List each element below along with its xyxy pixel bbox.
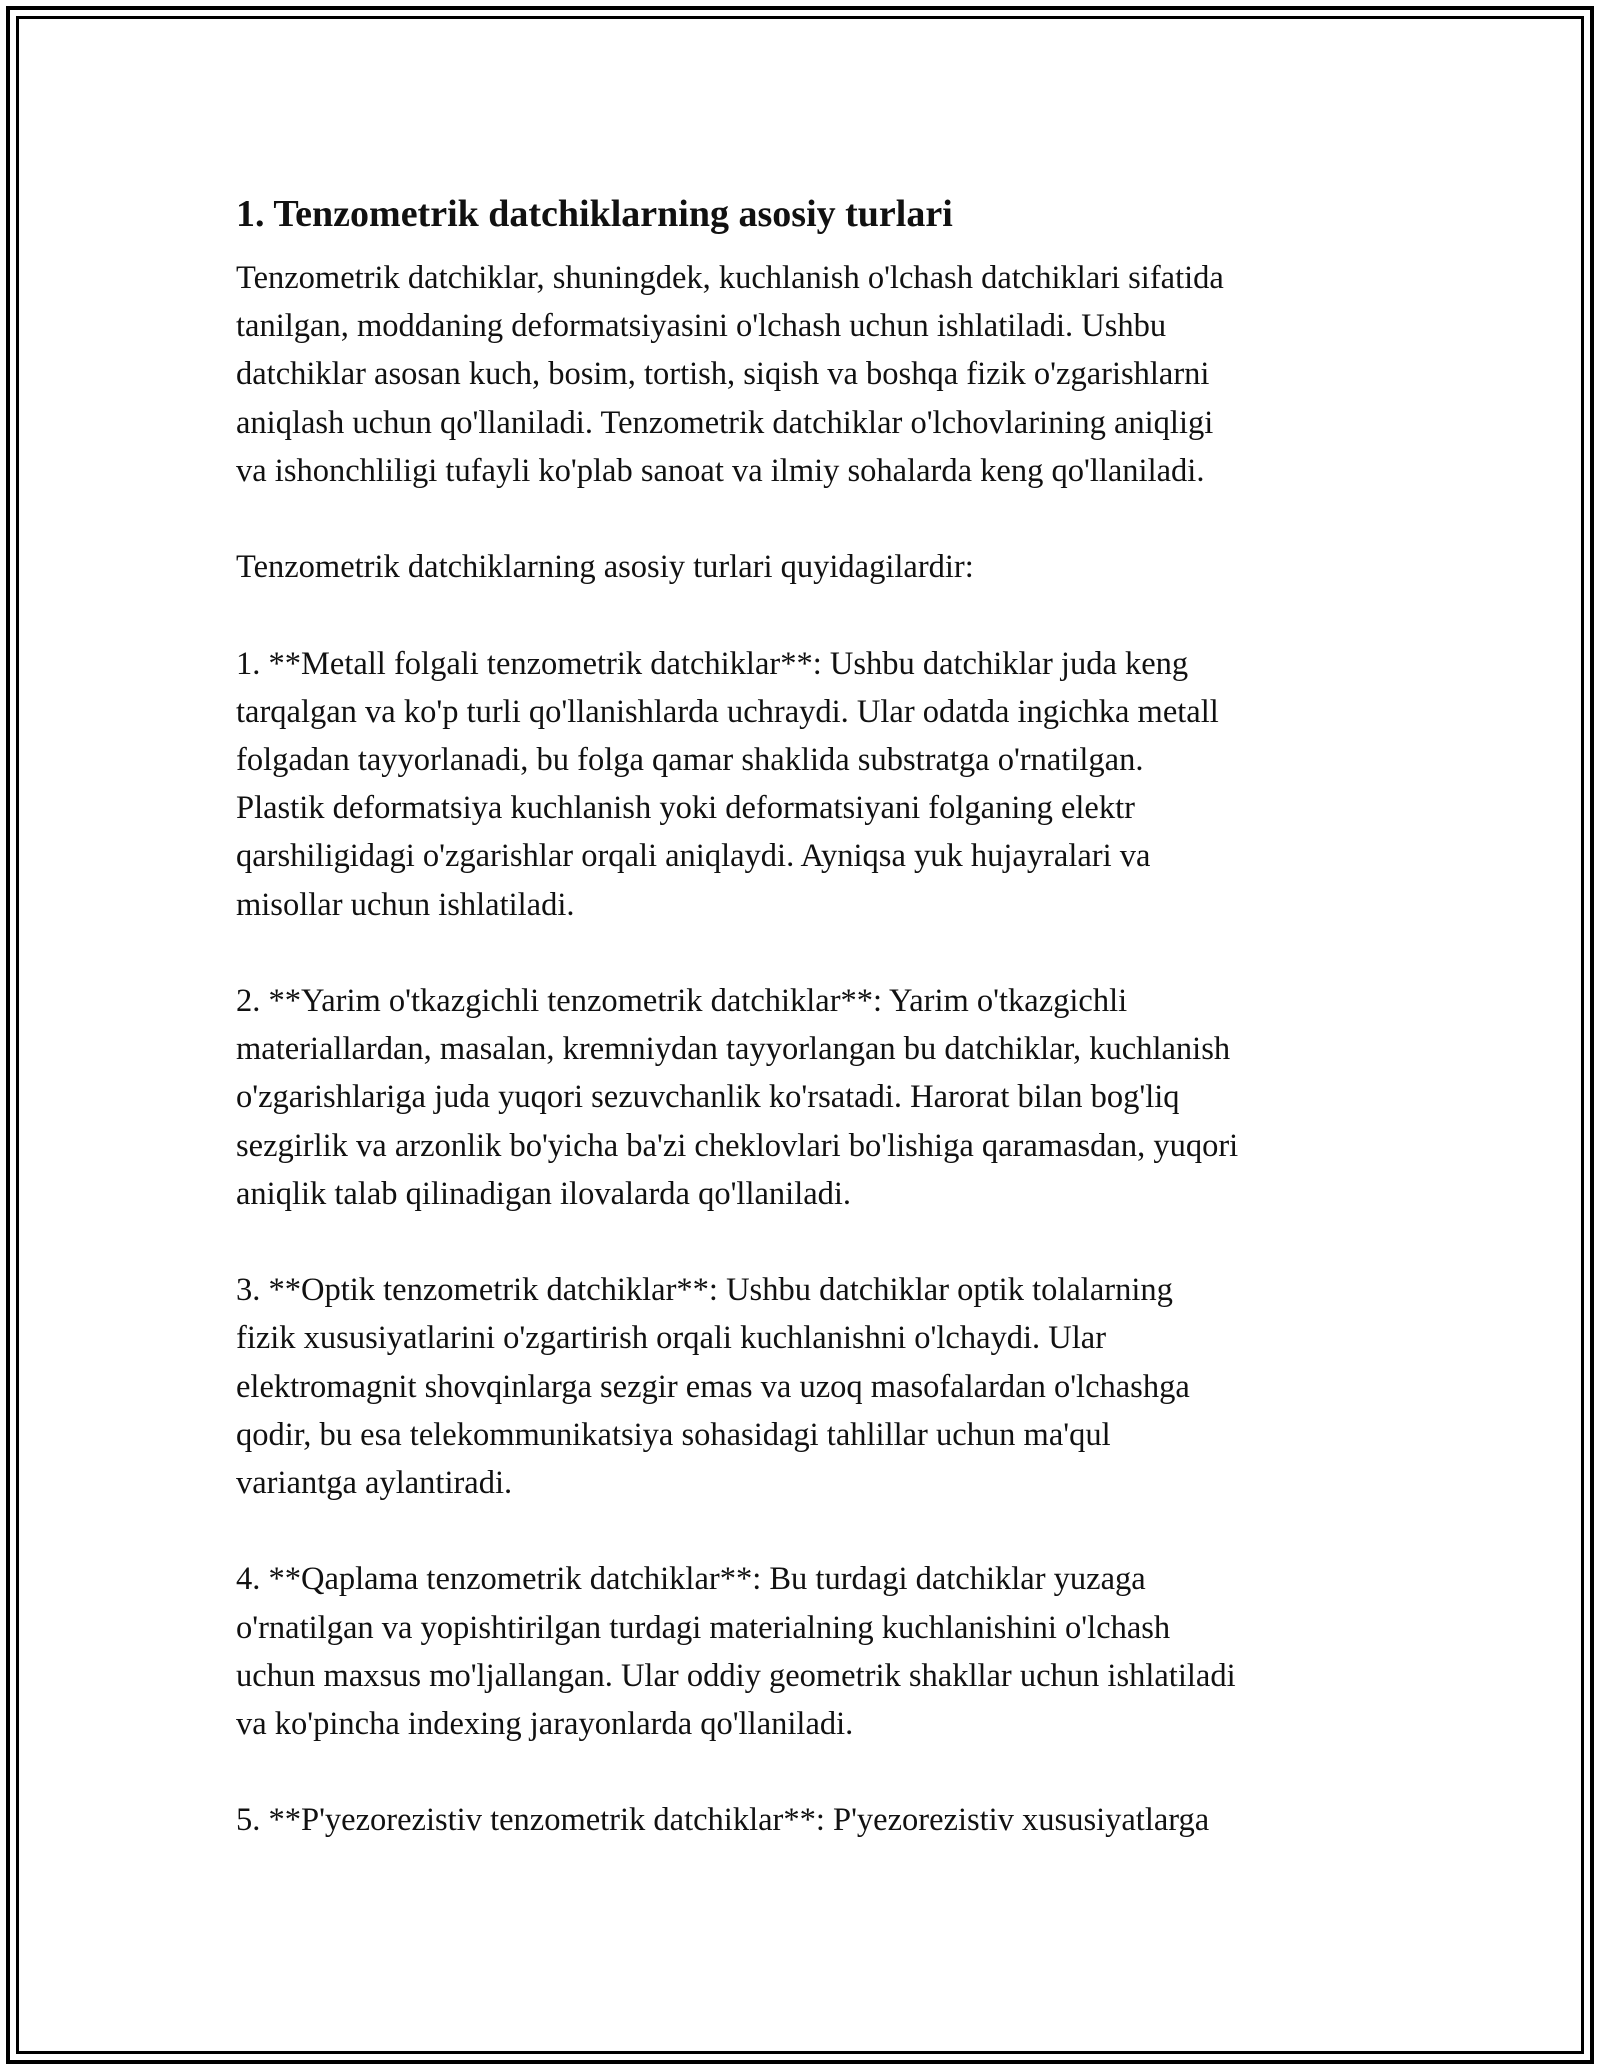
text-line: Plastik deformatsiya kuchlanish yoki deformatsiyani folganing elektr [236,790,1135,827]
text-line: va ko'pincha indexing jarayonlarda qo'llaniladi. [236,1706,854,1743]
text-line: tanilgan, moddaning deformatsiyasini o'lchash uchun ishlatiladi. Ushbu [236,308,1167,345]
text-line: 4. **Qaplama tenzometrik datchiklar**: Bu turdagi datchiklar yuzaga [236,1561,1146,1598]
list-item-optical [236,1266,1376,1507]
text-line: Tenzometrik datchiklarning asosiy turlari quyidagilardir: [236,549,974,586]
text-line: elektromagnit shovqinlarga sezgir emas va uzoq masofalardan o'lchashga [236,1368,1190,1405]
text-line: variantga aylantiradi. [236,1465,513,1502]
document-body [236,186,1376,1893]
text-line: uchun maxsus mo'ljallangan. Ular oddiy geometrik shakllar uchun ishlatiladi [236,1657,1236,1694]
text-line: 1. **Metall folgali tenzometrik datchiklar**: Ushbu datchiklar juda keng [236,645,1189,682]
text-line: 5. **P'yezorezistiv tenzometrik datchiklar**: P'yezorezistiv xususiyatlarga [236,1802,1210,1839]
section-heading: 1. Tenzometrik datchiklarning asosiy turlari [236,193,953,235]
text-line: va ishonchliligi tufayli ko'plab sanoat va ilmiy sohalarda keng qo'llaniladi. [236,452,1205,489]
list-item-piezoresistive [236,1796,1376,1844]
list-intro-paragraph [236,543,1376,591]
text-line: 2. **Yarim o'tkazgichli tenzometrik datchiklar**: Yarim o'tkazgichli [236,983,1128,1019]
text-line: misollar uchun ishlatiladi. [236,886,575,923]
text-line: aniqlash uchun qo'llaniladi. Tenzometrik datchiklar o'lchovlarining aniqligi [236,404,1214,441]
text-line: fizik xususiyatlarini o'zgartirish orqali kuchlanishni o'lchaydi. Ular [236,1320,1107,1357]
text-line: sezgirlik va arzonlik bo'yicha ba'zi cheklovlari bo'lishiga qaramasdan, yuqori [236,1127,1239,1164]
list-item-metal-foil [236,640,1376,929]
text-line: o'rnatilgan va yopishtirilgan turdagi materialning kuchlanishini o'lchash [236,1609,1171,1646]
text-line: folgadan tayyorlanadi, bu folga qamar shaklida substratga o'rnatilgan. [236,742,1144,778]
text-line: tarqalgan va ko'p turli qo'llanishlarda uchraydi. Ular odatda ingichka metall [236,693,1219,730]
text-line: datchiklar asosan kuch, bosim, tortish, siqish va boshqa fizik o'zgarishlarni [236,356,1210,393]
text-line: 3. **Optik tenzometrik datchiklar**: Ushbu datchiklar optik tolalarning [236,1272,1173,1309]
text-line: Tenzometrik datchiklar, shuningdek, kuchlanish o'lchash datchiklari sifatida [236,260,1224,296]
text-line: qarshiligidagi o'zgarishlar orqali aniqlaydi. Ayniqsa yuk hujayralari va [236,838,1151,875]
text-line: qodir, bu esa telekommunikatsiya sohasidagi tahlillar uchun ma'qul [236,1416,1111,1453]
list-item-semiconductor [236,977,1376,1218]
list-item-coating [236,1555,1376,1748]
text-line: o'zgarishlariga juda yuqori sezuvchanlik ko'rsatadi. Harorat bilan bog'liq [236,1079,1180,1116]
text-line: aniqlik talab qilinadigan ilovalarda qo'llaniladi. [236,1175,852,1212]
text-line: materiallardan, masalan, kremniydan tayyorlangan bu datchiklar, kuchlanish [236,1031,1231,1068]
intro-paragraph [236,254,1376,495]
